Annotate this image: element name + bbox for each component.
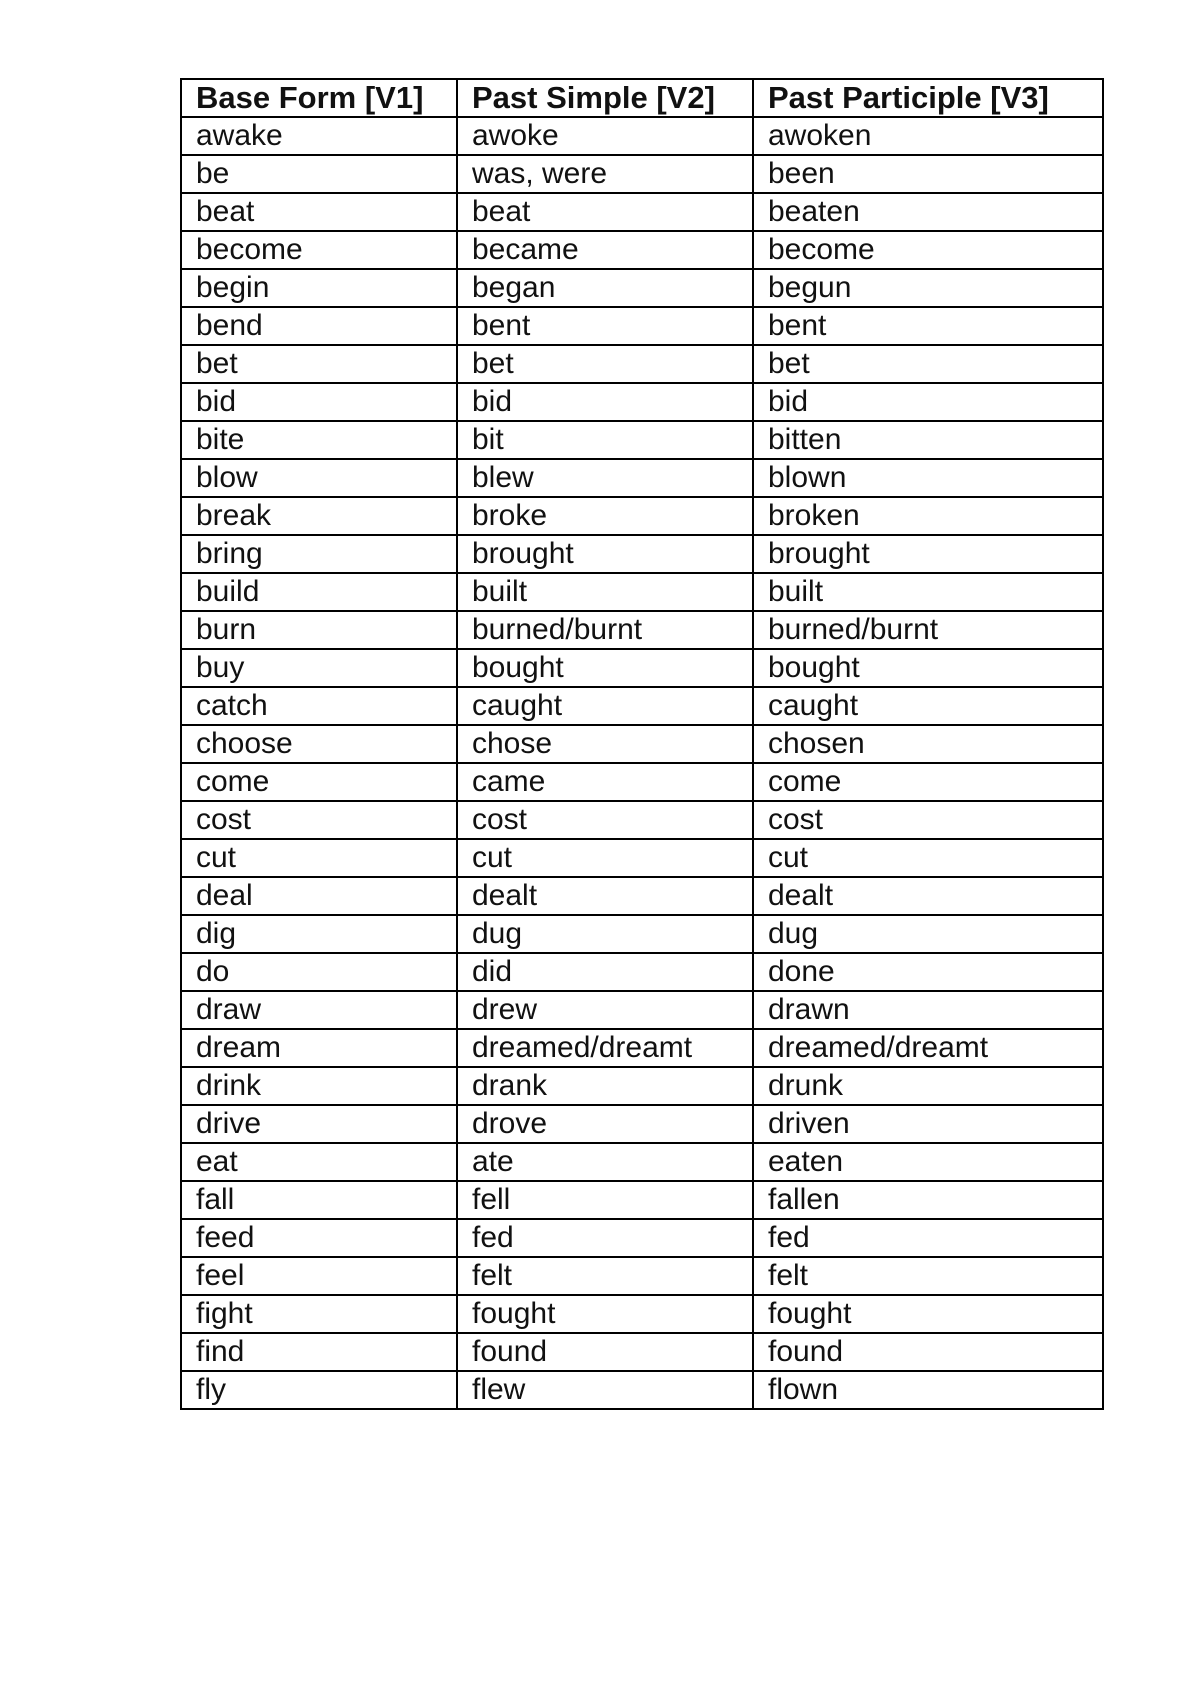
past-participle-cell: blown: [753, 459, 1103, 497]
table-row: [181, 383, 1103, 421]
table-row: [181, 611, 1103, 649]
table-row: [181, 307, 1103, 345]
table-row: [181, 1333, 1103, 1371]
header-base-form: Base Form [V1]: [181, 79, 457, 117]
past-participle-cell: drawn: [753, 991, 1103, 1029]
table-row: [181, 459, 1103, 497]
past-participle-cell: felt: [753, 1257, 1103, 1295]
base-form-cell: come: [181, 763, 457, 801]
past-participle-cell: beaten: [753, 193, 1103, 231]
table-row: [181, 535, 1103, 573]
table-row: [181, 1029, 1103, 1067]
table-row: [181, 915, 1103, 953]
base-form-cell: fall: [181, 1181, 457, 1219]
base-form-cell: dig: [181, 915, 457, 953]
past-simple-cell: fought: [457, 1295, 753, 1333]
base-form-cell: bite: [181, 421, 457, 459]
irregular-verbs-table: [180, 78, 1104, 1410]
base-form-cell: blow: [181, 459, 457, 497]
base-form-cell: bring: [181, 535, 457, 573]
past-participle-cell: caught: [753, 687, 1103, 725]
base-form-cell: feel: [181, 1257, 457, 1295]
past-participle-cell: brought: [753, 535, 1103, 573]
past-participle-cell: dealt: [753, 877, 1103, 915]
base-form-cell: drink: [181, 1067, 457, 1105]
base-form-cell: beat: [181, 193, 457, 231]
past-participle-cell: dreamed/dreamt: [753, 1029, 1103, 1067]
base-form-cell: awake: [181, 117, 457, 155]
past-participle-cell: cost: [753, 801, 1103, 839]
base-form-cell: fight: [181, 1295, 457, 1333]
past-simple-cell: beat: [457, 193, 753, 231]
past-participle-cell: eaten: [753, 1143, 1103, 1181]
past-participle-cell: fought: [753, 1295, 1103, 1333]
table-row: [181, 687, 1103, 725]
past-simple-cell: bent: [457, 307, 753, 345]
base-form-cell: begin: [181, 269, 457, 307]
base-form-cell: find: [181, 1333, 457, 1371]
table-row: [181, 991, 1103, 1029]
past-simple-cell: awoke: [457, 117, 753, 155]
past-simple-cell: felt: [457, 1257, 753, 1295]
base-form-cell: bend: [181, 307, 457, 345]
past-simple-cell: came: [457, 763, 753, 801]
past-simple-cell: brought: [457, 535, 753, 573]
past-simple-cell: broke: [457, 497, 753, 535]
base-form-cell: deal: [181, 877, 457, 915]
past-simple-cell: cut: [457, 839, 753, 877]
base-form-cell: build: [181, 573, 457, 611]
table-row: [181, 801, 1103, 839]
past-participle-cell: awoken: [753, 117, 1103, 155]
header-past-simple: Past Simple [V2]: [457, 79, 753, 117]
base-form-cell: choose: [181, 725, 457, 763]
table-row: [181, 725, 1103, 763]
past-simple-cell: dug: [457, 915, 753, 953]
past-participle-cell: become: [753, 231, 1103, 269]
past-participle-cell: fed: [753, 1219, 1103, 1257]
past-participle-cell: fallen: [753, 1181, 1103, 1219]
past-participle-cell: come: [753, 763, 1103, 801]
base-form-cell: feed: [181, 1219, 457, 1257]
past-simple-cell: dreamed/dreamt: [457, 1029, 753, 1067]
past-simple-cell: chose: [457, 725, 753, 763]
table-row: [181, 497, 1103, 535]
base-form-cell: catch: [181, 687, 457, 725]
past-participle-cell: drunk: [753, 1067, 1103, 1105]
base-form-cell: burn: [181, 611, 457, 649]
base-form-cell: be: [181, 155, 457, 193]
past-simple-cell: caught: [457, 687, 753, 725]
past-participle-cell: bid: [753, 383, 1103, 421]
past-participle-cell: bought: [753, 649, 1103, 687]
table-row: [181, 421, 1103, 459]
past-simple-cell: bit: [457, 421, 753, 459]
past-participle-cell: flown: [753, 1371, 1103, 1409]
base-form-cell: bid: [181, 383, 457, 421]
past-participle-cell: dug: [753, 915, 1103, 953]
table-body: [181, 117, 1103, 1409]
table-row: [181, 877, 1103, 915]
table-row: [181, 193, 1103, 231]
base-form-cell: do: [181, 953, 457, 991]
past-participle-cell: been: [753, 155, 1103, 193]
table-row: [181, 1105, 1103, 1143]
table-row: [181, 345, 1103, 383]
past-simple-cell: drove: [457, 1105, 753, 1143]
past-simple-cell: flew: [457, 1371, 753, 1409]
past-simple-cell: bought: [457, 649, 753, 687]
past-participle-cell: begun: [753, 269, 1103, 307]
table-row: [181, 1067, 1103, 1105]
table-row: [181, 1257, 1103, 1295]
past-simple-cell: bid: [457, 383, 753, 421]
past-participle-cell: driven: [753, 1105, 1103, 1143]
past-participle-cell: bet: [753, 345, 1103, 383]
table-row: [181, 649, 1103, 687]
past-simple-cell: blew: [457, 459, 753, 497]
past-participle-cell: chosen: [753, 725, 1103, 763]
base-form-cell: draw: [181, 991, 457, 1029]
table-row: [181, 839, 1103, 877]
past-simple-cell: found: [457, 1333, 753, 1371]
table-row: [181, 1143, 1103, 1181]
past-simple-cell: burned/burnt: [457, 611, 753, 649]
table-row: [181, 269, 1103, 307]
past-participle-cell: bent: [753, 307, 1103, 345]
past-simple-cell: built: [457, 573, 753, 611]
past-simple-cell: fed: [457, 1219, 753, 1257]
past-simple-cell: bet: [457, 345, 753, 383]
table-row: [181, 117, 1103, 155]
header-past-participle: Past Participle [V3]: [753, 79, 1103, 117]
table-row: [181, 1181, 1103, 1219]
table-row: [181, 763, 1103, 801]
past-simple-cell: became: [457, 231, 753, 269]
table-row: [181, 953, 1103, 991]
table-header-row: [181, 79, 1103, 117]
base-form-cell: dream: [181, 1029, 457, 1067]
past-participle-cell: broken: [753, 497, 1103, 535]
past-participle-cell: cut: [753, 839, 1103, 877]
table-row: [181, 231, 1103, 269]
past-simple-cell: began: [457, 269, 753, 307]
past-participle-cell: bitten: [753, 421, 1103, 459]
past-participle-cell: built: [753, 573, 1103, 611]
past-simple-cell: fell: [457, 1181, 753, 1219]
table-row: [181, 1295, 1103, 1333]
base-form-cell: cost: [181, 801, 457, 839]
past-simple-cell: dealt: [457, 877, 753, 915]
past-participle-cell: burned/burnt: [753, 611, 1103, 649]
past-simple-cell: drew: [457, 991, 753, 1029]
past-simple-cell: drank: [457, 1067, 753, 1105]
base-form-cell: cut: [181, 839, 457, 877]
base-form-cell: bet: [181, 345, 457, 383]
past-participle-cell: done: [753, 953, 1103, 991]
base-form-cell: fly: [181, 1371, 457, 1409]
past-simple-cell: was, were: [457, 155, 753, 193]
table-row: [181, 1219, 1103, 1257]
past-simple-cell: cost: [457, 801, 753, 839]
table-row: [181, 573, 1103, 611]
table-row: [181, 1371, 1103, 1409]
base-form-cell: buy: [181, 649, 457, 687]
past-simple-cell: ate: [457, 1143, 753, 1181]
base-form-cell: eat: [181, 1143, 457, 1181]
table-row: [181, 155, 1103, 193]
past-simple-cell: did: [457, 953, 753, 991]
base-form-cell: become: [181, 231, 457, 269]
base-form-cell: drive: [181, 1105, 457, 1143]
base-form-cell: break: [181, 497, 457, 535]
past-participle-cell: found: [753, 1333, 1103, 1371]
